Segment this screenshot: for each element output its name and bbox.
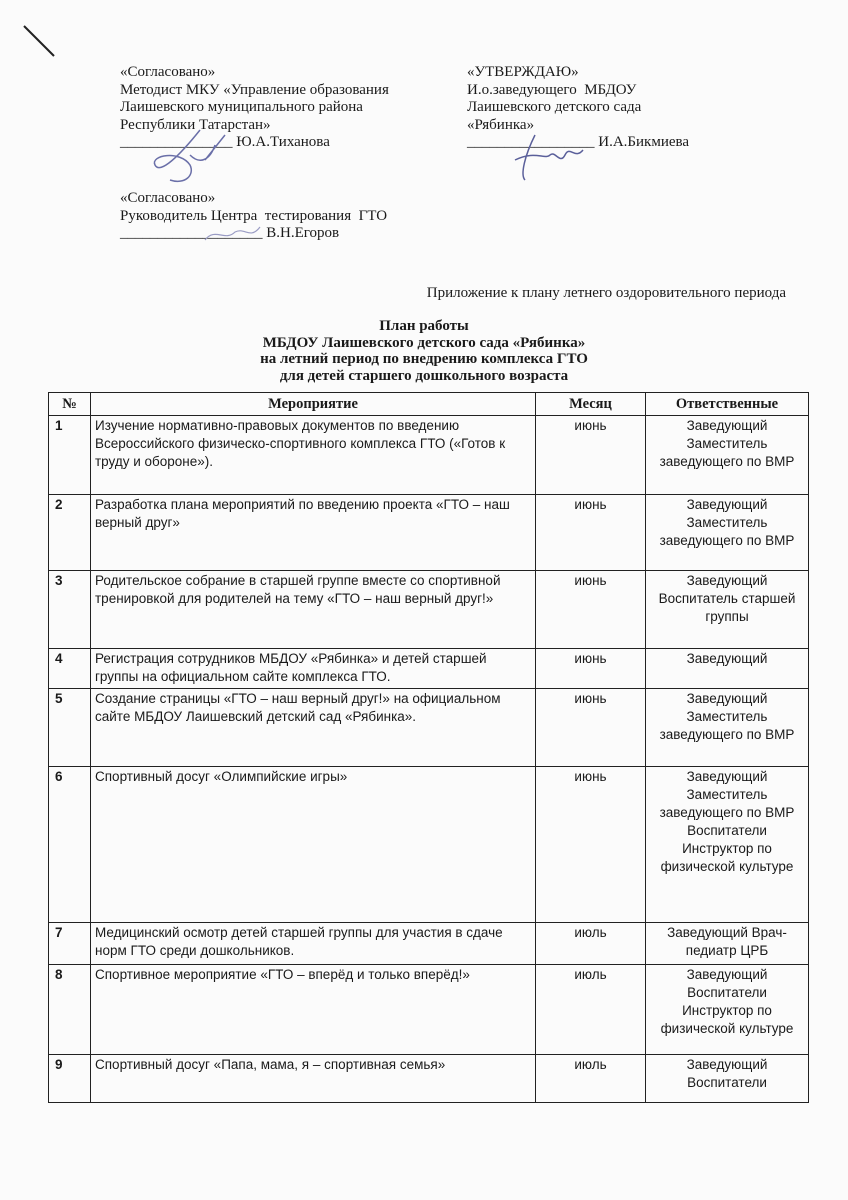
row-month: июнь: [536, 571, 646, 649]
table-row: [49, 416, 809, 495]
page-title: [0, 318, 848, 384]
table-row: [49, 767, 809, 923]
table-row: [49, 923, 809, 965]
row-event: Родительское собрание в старшей группе вместе со спортивной тренировкой для родителей на тему «ГТО – наш верный друг!»: [91, 571, 536, 649]
approval-line: Руководитель Центра тестирования ГТО: [120, 207, 388, 224]
row-event: Изучение нормативно-правовых документов по введению Всероссийского физическо-спортивного комплекса ГТО («Готов к труду и обороне»).: [91, 416, 536, 495]
approval-line: Республики Татарстан»: [120, 116, 271, 133]
title-line: на летний период по внедрению комплекса ГТО: [260, 351, 588, 367]
signature-bikmieva: [505, 130, 585, 185]
approval-label: «Согласовано»: [120, 190, 216, 206]
plan-table: [48, 392, 809, 1103]
row-number: 2: [49, 495, 91, 571]
signature-line: _________________ И.А.Бикмиева: [467, 134, 690, 150]
row-responsible: Заведующий Заместитель заведующего по ВМР: [646, 689, 809, 767]
col-month: Месяц: [536, 393, 646, 416]
row-number: 6: [49, 767, 91, 923]
col-event: Мероприятие: [91, 393, 536, 416]
table-row: [49, 649, 809, 689]
table-row: [49, 495, 809, 571]
table-header: [49, 393, 809, 416]
row-responsible: Заведующий Заместитель заведующего по ВМР Воспитатели Инструктор по физической культуре: [646, 767, 809, 923]
row-event: Разработка плана мероприятий по введению проекта «ГТО – наш верный друг»: [91, 495, 536, 571]
signature-line: _______________ Ю.А.Тиханова: [120, 134, 330, 150]
row-month: июнь: [536, 649, 646, 689]
row-number: 5: [49, 689, 91, 767]
table-row: [49, 965, 809, 1055]
row-number: 7: [49, 923, 91, 965]
row-event: Спортивный досуг «Олимпийские игры»: [91, 767, 536, 923]
row-month: июнь: [536, 495, 646, 571]
row-event: Создание страницы «ГТО – наш верный друг!» на официальном сайте МБДОУ Лаишевский детский сад «Рябинка».: [91, 689, 536, 767]
row-responsible: Заведующий Заместитель заведующего по ВМР: [646, 416, 809, 495]
row-month: июнь: [536, 689, 646, 767]
table-row: [49, 1055, 809, 1103]
appendix-note: Приложение к плану летнего оздоровительного периода: [426, 285, 786, 301]
row-responsible: Заведующий Воспитатели Инструктор по физической культуре: [646, 965, 809, 1055]
row-event: Спортивный досуг «Папа, мама, я – спортивная семья»: [91, 1055, 536, 1103]
row-responsible: Заведующий: [646, 649, 809, 689]
row-responsible: Заведующий Воспитатели: [646, 1055, 809, 1103]
row-event: Медицинский осмотр детей старшей группы для участия в сдаче норм ГТО среди дошкольников.: [91, 923, 536, 965]
signature-egorov: [200, 222, 270, 247]
row-number: 3: [49, 571, 91, 649]
row-responsible: Заведующий Врач-педиатр ЦРБ: [646, 923, 809, 965]
row-responsible: Заведующий Воспитатель старшей группы: [646, 571, 809, 649]
row-event: Регистрация сотрудников МБДОУ «Рябинка» и детей старшей группы на официальном сайте комплекса ГТО.: [91, 649, 536, 689]
row-month: июнь: [536, 416, 646, 495]
approval-line: Методист МКУ «Управление образования: [120, 81, 389, 98]
row-number: 4: [49, 649, 91, 689]
approval-line: Лаишевского детского сада: [467, 99, 642, 115]
row-month: июнь: [536, 767, 646, 923]
approval-label: «УТВЕРЖДАЮ»: [467, 64, 579, 80]
approval-label: «Согласовано»: [120, 64, 216, 80]
row-responsible: Заведующий Заместитель заведующего по ВМР: [646, 495, 809, 571]
approval-line: И.о.заведующего МБДОУ: [467, 81, 637, 98]
signature-tikhanova: [140, 125, 230, 190]
row-number: 9: [49, 1055, 91, 1103]
col-responsible: Ответственные: [646, 393, 809, 416]
table-row: [49, 571, 809, 649]
corner-mark: [20, 22, 60, 62]
signature-line: ___________________ В.Н.Егоров: [120, 225, 340, 241]
row-number: 8: [49, 965, 91, 1055]
col-number: №: [49, 393, 91, 416]
title-line: МБДОУ Лаишевского детского сада «Рябинка»: [262, 334, 586, 351]
approval-line: «Рябинка»: [467, 116, 535, 133]
approval-line: Лаишевского муниципального района: [120, 99, 363, 115]
row-event: Спортивное мероприятие «ГТО – вперёд и только вперёд!»: [91, 965, 536, 1055]
title-line: План работы: [379, 318, 469, 334]
title-line: для детей старшего дошкольного возраста: [279, 367, 569, 384]
row-month: июль: [536, 1055, 646, 1103]
row-number: 1: [49, 416, 91, 495]
row-month: июль: [536, 923, 646, 965]
row-month: июль: [536, 965, 646, 1055]
table-row: [49, 689, 809, 767]
